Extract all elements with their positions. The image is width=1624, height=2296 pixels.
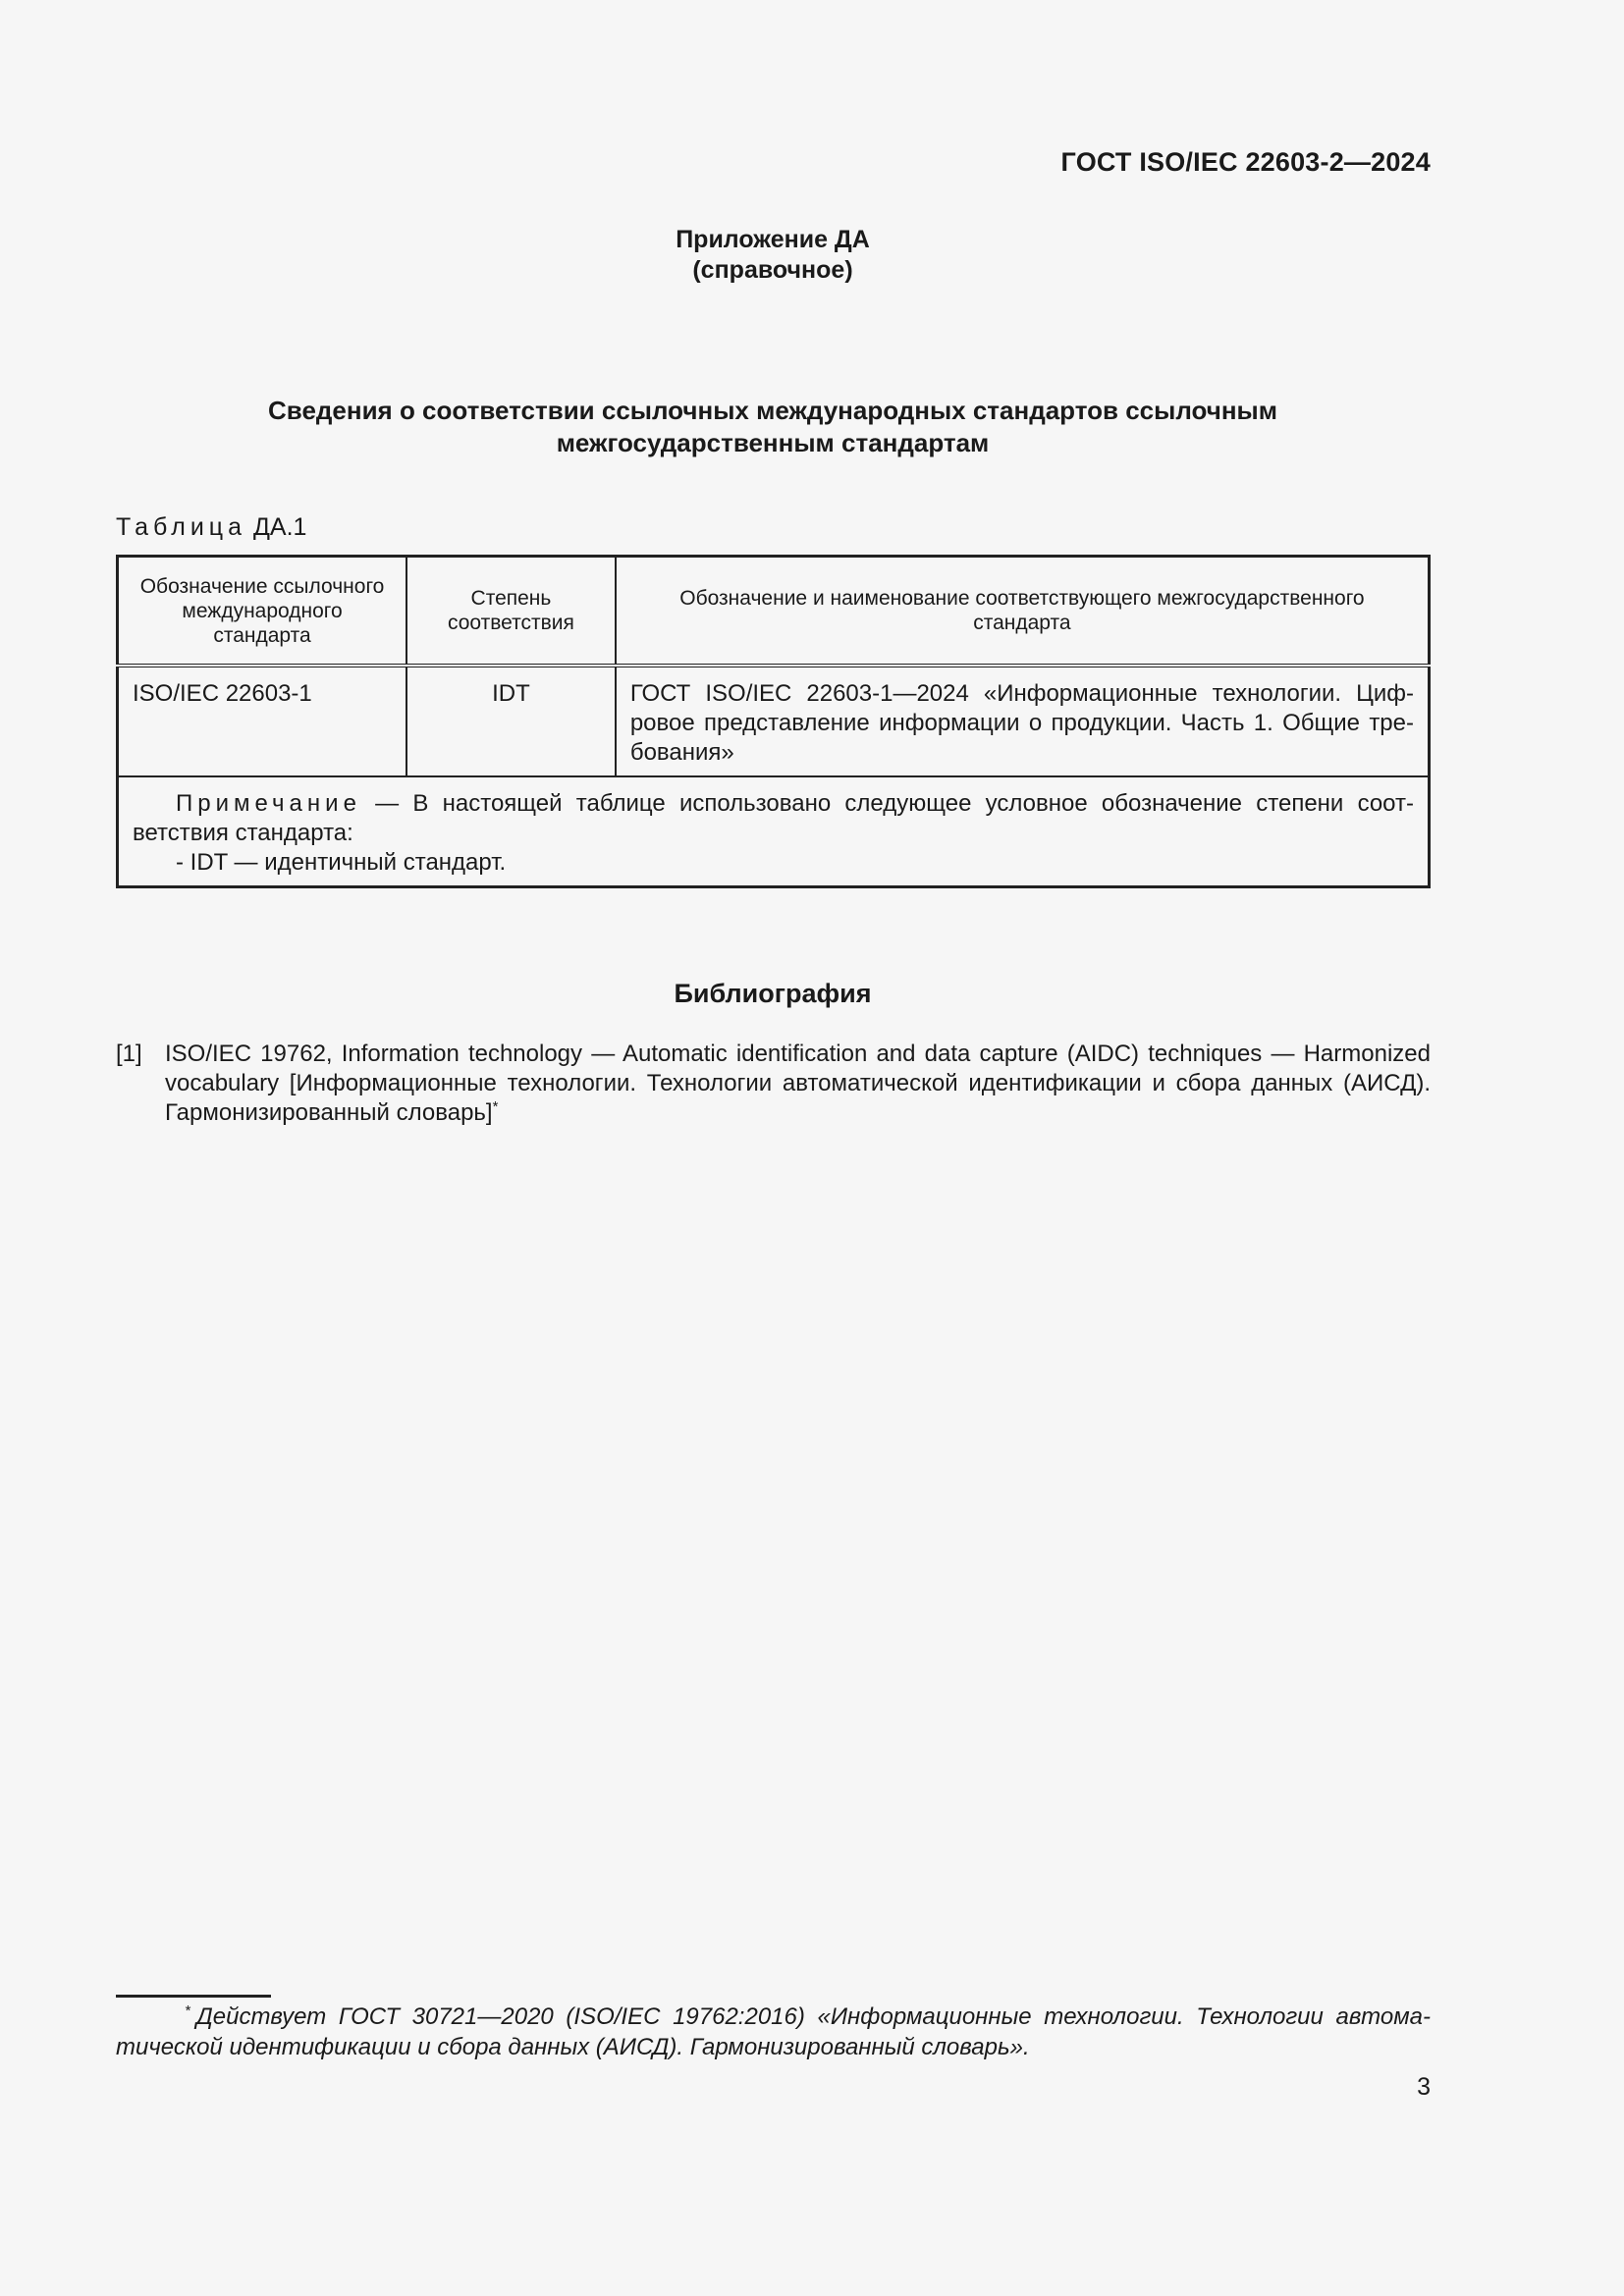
cell-degree: IDT bbox=[406, 666, 616, 776]
footnote-text: Действует ГОСТ 30721—2020 (ISO/IEC 19762:2016) «Информационные технологии. Технологии автоматической идентификации и сбора данных (АИСД). Гармонизированный словарь». bbox=[116, 2003, 1431, 2060]
footnote-divider bbox=[116, 1995, 271, 1998]
header-degree: Степень соответствия bbox=[406, 557, 616, 667]
table-caption-label: Таблица bbox=[116, 513, 247, 541]
cell-national-standard: ГОСТ ISO/IEC 22603-1—2024 «Информационные технологии. Цифровое представление информации о продукции. Часть 1. Общие требования» bbox=[616, 666, 1430, 776]
table-header-row bbox=[118, 557, 1430, 667]
table-caption bbox=[116, 513, 306, 542]
document-code: ГОСТ ISO/IEC 22603-2—2024 bbox=[1060, 147, 1431, 177]
bibliography-entry-number: [1] bbox=[116, 1041, 142, 1067]
bibliography-title: Библиография bbox=[674, 979, 872, 1008]
annex-title: Приложение ДА bbox=[676, 226, 870, 253]
note-item: - IDT — идентичный стандарт. bbox=[176, 849, 507, 876]
bibliography-entry-text: ISO/IEC 19762, Information technology — Automatic identification and data capture (AIDC) techniques — Harmonized vocabulary [Информационные технологии. Технологии автоматической идентификации и сбора данных (АИСД). Гармонизированный словарь] bbox=[165, 1041, 1431, 1126]
note-text: — В настоящей таблице использовано следующее условное обозначение степени соответствия стандарта: bbox=[133, 790, 1414, 846]
annex-status: (справочное) bbox=[692, 256, 853, 284]
table-row bbox=[118, 666, 1430, 776]
page-number: 3 bbox=[1417, 2073, 1431, 2101]
table-caption-number: ДА.1 bbox=[252, 513, 307, 541]
correspondence-table bbox=[116, 555, 1431, 888]
header-national-standard: Обозначение и наименование соответствующего межгосударственного стандарта bbox=[616, 557, 1430, 667]
bibliography-entry bbox=[116, 1040, 1431, 1128]
header-ref-standard: Обозначение ссылочного международного стандарта bbox=[118, 557, 407, 667]
bibliography-entry-text-block bbox=[165, 1040, 1431, 1128]
note-label: Примечание bbox=[176, 790, 361, 817]
note-paragraph bbox=[133, 789, 1414, 848]
footnote-mark: * bbox=[185, 2002, 190, 2019]
cell-ref-standard: ISO/IEC 22603-1 bbox=[118, 666, 407, 776]
table-note-row bbox=[118, 776, 1430, 887]
table-note bbox=[118, 776, 1430, 887]
footnote-reference-mark: * bbox=[492, 1098, 499, 1115]
section-title: Сведения о соответствии ссылочных международных стандартов ссылочным межгосударственным стандартам bbox=[268, 396, 1277, 457]
annex-heading bbox=[0, 225, 1545, 286]
footnote bbox=[116, 2002, 1431, 2062]
